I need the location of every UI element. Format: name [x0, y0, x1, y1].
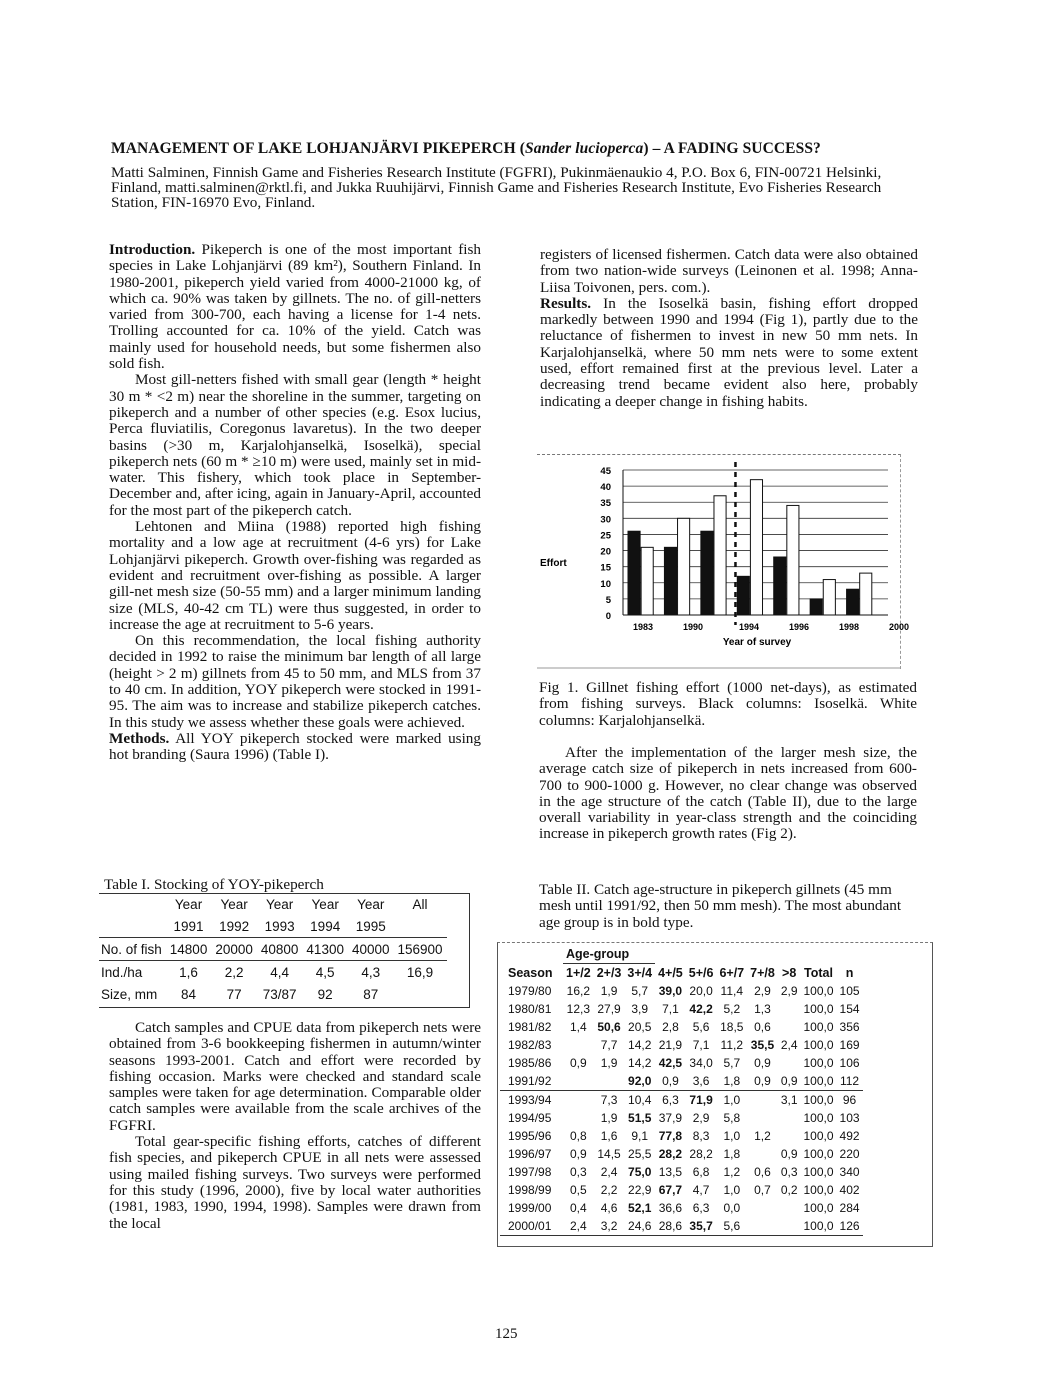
- x-tick-label: 2000: [889, 622, 910, 632]
- table1: [99, 893, 447, 1005]
- table2-header-cell: n: [845, 965, 854, 980]
- table2-cell: 18,5: [720, 1020, 744, 1034]
- season-cell: 1991/92: [508, 1074, 552, 1088]
- bar: [847, 589, 859, 615]
- table2-cell: [563, 1091, 594, 1110]
- table2-cell: 1,0: [723, 1129, 741, 1143]
- table-row: [500, 982, 863, 1000]
- results-heading: Results.: [540, 294, 592, 312]
- table2-cell: 3,9: [631, 1002, 649, 1016]
- table2-cell: 0,9: [754, 1074, 771, 1088]
- table2-cell: [778, 1000, 801, 1018]
- table2-cell: 35,7: [689, 1219, 713, 1233]
- y-tick-label: 45: [600, 466, 611, 477]
- right-column: [540, 247, 918, 410]
- table2-cell: 0,5: [570, 1183, 587, 1197]
- table2-cell: [563, 1036, 594, 1054]
- table2-cell: 27,9: [597, 1002, 621, 1016]
- table2-cell: [747, 1145, 778, 1163]
- table2-cell: 21,9: [658, 1038, 683, 1052]
- table2-header-row: [500, 964, 863, 983]
- table2-header-cell: >8: [782, 965, 797, 980]
- table-row: [500, 1145, 863, 1163]
- table2-header-cell: 3+/4: [627, 966, 653, 980]
- table-row: [500, 1181, 863, 1199]
- table2-cell: 7,3: [600, 1093, 618, 1107]
- results-paragraph: Results. In the Isoselkä basin, fishing effort dropped markedly between 1990 and 1994 (Fig 1), partly due to the reluctance of fishermen to invest in new 50 mm nets. In Karjalohjanselkä, where 50 mm nets were to some extent used, effort remained first at the previous level. Later a decreasing trend became evident also here, probably indicating a deeper change in fishing habits.: [540, 294, 918, 410]
- y-tick-label: 15: [600, 562, 611, 574]
- table2-cell: 126: [839, 1219, 860, 1233]
- x-tick-label: 1996: [789, 622, 810, 632]
- table2-cell: 7,7: [600, 1038, 618, 1052]
- table2-cell: 13,5: [658, 1165, 683, 1179]
- table2-cell: 96: [842, 1093, 857, 1107]
- table2-header-cell: 4+/5: [658, 965, 683, 980]
- table2-cell: 100,0: [803, 1219, 834, 1233]
- table2-cell: 71,9: [689, 1093, 713, 1107]
- x-tick-label: 1983: [633, 622, 654, 632]
- table2-cell: 100,0: [803, 1111, 834, 1125]
- table-row: Size, mm 84 77 73/87 92 87: [101, 986, 379, 1002]
- table2-cell: 0,3: [780, 1165, 798, 1179]
- bar: [737, 576, 749, 615]
- table-row: [500, 1217, 863, 1236]
- bar: [641, 547, 653, 615]
- page-number: 125: [495, 1326, 518, 1342]
- table2-cell: 25,5: [628, 1147, 652, 1161]
- table2-cell: 0,2: [780, 1183, 798, 1197]
- table2-cell: 1,8: [723, 1074, 741, 1088]
- table2-cell: 0,4: [570, 1201, 587, 1215]
- season-cell: 1993/94: [508, 1093, 552, 1107]
- table2-cell: 103: [839, 1111, 860, 1125]
- table2-cell: 2,9: [754, 984, 771, 998]
- bar: [750, 480, 762, 615]
- methods-paragraph-2: Catch samples and CPUE data from pikeperch nets were obtained from 3-6 bookkeeping fishermen in autumn/winter seasons 1993-2001. Catch and effort were recorded by fishing occasion. Marks were checked and standard scale samples were taken for age determination. Comparable older catch samples were available from the scale archives of the FGFRI.: [109, 1019, 481, 1134]
- table-row: [500, 1036, 863, 1054]
- table2-cell: 11,2: [720, 1038, 744, 1052]
- table-row: Ind./ha 1,6 2,2 4,4 4,5 4,3 16,9: [101, 964, 434, 980]
- table-row: [500, 1199, 863, 1217]
- table2-cell: 6,8: [692, 1165, 710, 1179]
- table2-cell: [747, 1109, 778, 1127]
- x-tick-label: 1998: [839, 622, 860, 632]
- table2: [500, 945, 863, 1236]
- table2-cell: [563, 1072, 594, 1091]
- table2-cell: 37,9: [658, 1111, 683, 1125]
- results-paragraph-2: After the implementation of the larger mesh size, the average catch size of pikeperch in nets increased from 600-700 to 900-1000 g. However, no clear change was observed in the age structure of the catch (Table II), due to the large overall variability in year-class strength and the coinciding increase in pikeperch growth rates (Fig 2).: [539, 744, 917, 843]
- table2-cell: 39,0: [658, 984, 683, 998]
- table-row: [500, 1091, 863, 1110]
- table2-cell: 6,3: [692, 1201, 710, 1215]
- table2-cell: 11,4: [720, 984, 744, 998]
- table2-cell: 0,9: [780, 1147, 798, 1161]
- table2-cell: [778, 1109, 801, 1127]
- table2-cell: 0,3: [570, 1165, 587, 1179]
- paper-title: MANAGEMENT OF LAKE LOHJANJÄRVI PIKEPERCH (Sander lucioperca) – A FADING SUCCESS?: [111, 140, 821, 157]
- y-tick-label: 25: [600, 530, 611, 542]
- table2-cell: 154: [839, 1002, 860, 1016]
- table1-header-row-years: 1991 1992 1993 1994 1995: [99, 915, 447, 938]
- table2-cell: 2,4: [780, 1038, 798, 1052]
- left-column: [109, 242, 481, 764]
- y-tick-label: 30: [600, 514, 611, 526]
- x-tick-label: 1990: [683, 622, 704, 632]
- table2-cell: 3,6: [692, 1074, 710, 1088]
- table2-cell: 28,2: [689, 1147, 713, 1161]
- y-tick-label: 0: [605, 611, 611, 622]
- table2-cell: 5,7: [631, 984, 649, 998]
- table2-cell: 28,6: [658, 1219, 683, 1233]
- table2-cell: 356: [839, 1020, 860, 1034]
- table2-cell: 5,6: [723, 1219, 741, 1233]
- table2-header-cell: Season: [508, 965, 553, 980]
- table2-cell: 1,3: [754, 1002, 771, 1016]
- table2-cell: 42,2: [689, 1002, 713, 1016]
- table2-cell: 42,5: [658, 1056, 683, 1070]
- table2-cell: [778, 1217, 801, 1236]
- table2-cell: 14,2: [628, 1038, 652, 1052]
- table2-cell: [747, 1199, 778, 1217]
- x-tick-label: 1994: [739, 622, 760, 632]
- table2-cell: 112: [839, 1074, 860, 1088]
- table2-cell: 0,0: [723, 1201, 741, 1215]
- table2-cell: 4,6: [600, 1201, 618, 1215]
- table2-cell: [778, 1127, 801, 1145]
- table2-cell: 67,7: [658, 1183, 683, 1197]
- table2-cell: [778, 1199, 801, 1217]
- table2-cell: 35,5: [750, 1038, 775, 1052]
- table2-cell: 12,3: [566, 1002, 591, 1016]
- table2-cell: 1,9: [600, 1056, 618, 1070]
- bar: [714, 496, 726, 615]
- bar: [810, 599, 822, 615]
- age-group-label: Age-group: [563, 945, 655, 964]
- table2-cell: 92,0: [628, 1074, 652, 1088]
- table2-cell: 100,0: [803, 1038, 834, 1052]
- table2-cell: 9,1: [631, 1129, 649, 1143]
- table2-header-cell: Total: [804, 965, 833, 980]
- table2-cell: 100,0: [803, 1020, 834, 1034]
- table2-header-cell: 2+/3: [596, 966, 622, 980]
- table2-cell: 5,6: [692, 1020, 710, 1034]
- table2-cell: 0,6: [754, 1020, 771, 1034]
- table2-cell: 2,8: [662, 1020, 679, 1034]
- table2-cell: [778, 1054, 801, 1072]
- table1-header-row: Year Year Year Year Year All: [174, 896, 428, 912]
- table2-cell: 100,0: [803, 1201, 834, 1215]
- left-column-lower: [109, 1020, 481, 1232]
- intro-paragraph-4: On this recommendation, the local fishing authority decided in 1992 to raise the minimum bar length of all large (height > 2 m) gillnets from 45 to 50 mm, and MLS from 37 to 40 cm. In addition, YOY pikeperch were stocked in 1991-95. The aim was to increase and stabilize pikeperch catches. In this study we assess whether these goals were achieved.: [109, 632, 481, 731]
- table2-header-cell: 7+/8: [750, 965, 775, 980]
- table2-cell: 7,1: [692, 1038, 710, 1052]
- table2-cell: 100,0: [803, 1129, 834, 1143]
- table2-cell: 16,2: [566, 984, 591, 998]
- bar: [628, 531, 640, 615]
- table1-caption: Table I. Stocking of YOY-pikeperch: [104, 876, 324, 893]
- methods-paragraph: Methods. All YOY pikeperch stocked were marked using hot branding (Saura 1996) (Table I).: [109, 729, 481, 764]
- table2-cell: 0,9: [662, 1074, 679, 1088]
- effort-bar-chart: [537, 454, 910, 669]
- season-cell: 1994/95: [508, 1111, 552, 1125]
- season-cell: 1980/81: [508, 1002, 552, 1016]
- table2-cell: 100,0: [803, 1074, 834, 1088]
- table2-cell: 1,6: [600, 1129, 618, 1143]
- table2-cell: 106: [839, 1056, 860, 1070]
- season-cell: 1979/80: [508, 984, 552, 998]
- table2-cell: 2,9: [692, 1111, 710, 1125]
- table2-cell: 2,4: [570, 1219, 587, 1233]
- table2-caption: Table II. Catch age-structure in pikeperch gillnets (45 mm mesh until 1991/92, then 50 mm mesh). The most abundant age group is in bold type.: [539, 881, 902, 931]
- table2-cell: 36,6: [658, 1201, 683, 1215]
- table2-cell: 0,8: [570, 1129, 587, 1143]
- season-cell: 1997/98: [508, 1165, 552, 1179]
- table-row: No. of fish 14800 20000 40800 41300 40000 156900: [99, 938, 447, 961]
- table2-cell: 24,6: [628, 1219, 652, 1233]
- table2-cell: [747, 1217, 778, 1236]
- table2-cell: 5,8: [723, 1111, 741, 1125]
- table2-cell: 340: [839, 1165, 860, 1179]
- table2-cell: 1,4: [570, 1020, 587, 1034]
- y-tick-label: 35: [600, 498, 611, 510]
- bar: [664, 547, 676, 615]
- table2-cell: 5,2: [723, 1002, 741, 1016]
- table2-cell: 1,0: [723, 1093, 741, 1107]
- season-cell: 1995/96: [508, 1129, 552, 1143]
- season-cell: 1996/97: [508, 1147, 552, 1161]
- table2-cell: 2,2: [600, 1183, 618, 1197]
- y-axis-label: Effort: [540, 558, 567, 569]
- table2-cell: 1,0: [723, 1183, 741, 1197]
- table2-cell: 1,8: [723, 1147, 741, 1161]
- intro-paragraph-1: Introduction. Pikeperch is one of the most important fish species in Lake Lohjanjärvi (89 km²), Southern Finland. In 1980-2001, pikeperch yield varied from 4000-21000 kg, of which ca. 90% was taken by gillnets. The no. of gill-netters varied from 300-700, each having a license for 1-4 nets. Trolling accounted for ca. 10% of the yield. Catch was mainly used for household needs, but some fishermen also sold fish.: [109, 241, 482, 373]
- table-row: [500, 1054, 863, 1072]
- table2-cell: 75,0: [628, 1165, 652, 1179]
- table2-cell: 0,9: [570, 1147, 587, 1161]
- bar: [787, 505, 799, 615]
- table2-cell: 1,9: [600, 984, 618, 998]
- table2-cell: 7,1: [662, 1002, 679, 1016]
- bar: [701, 531, 713, 615]
- table2-cell: 2,9: [780, 984, 798, 998]
- intro-heading: Introduction.: [109, 241, 196, 258]
- table2-cell: 0,9: [570, 1056, 587, 1070]
- table2-cell: 0,9: [780, 1074, 798, 1088]
- table2-cell: 5,7: [723, 1056, 741, 1070]
- table2-cell: [747, 1091, 778, 1110]
- table2-cell: 4,7: [692, 1183, 710, 1197]
- table-row: [500, 1018, 863, 1036]
- methods-heading: Methods.: [109, 729, 170, 747]
- methods-paragraph-3: Total gear-specific fishing efforts, catches of different fish species, and pikeperch CPUE in all nets were assessed using mailed fishing surveys. Two surveys were performed for this study (1996, 2000), five by local water authorities (1981, 1983, 1990, 1994, 1998). Samples were drawn from the local: [109, 1133, 481, 1232]
- table2-cell: 100,0: [803, 1147, 834, 1161]
- table2-cell: 20,0: [689, 984, 713, 998]
- y-tick-label: 20: [600, 546, 611, 558]
- figure1-caption: Fig 1. Gillnet fishing effort (1000 net-days), as estimated from fishing surveys. Black columns: Isoselkä. White columns: Karjalohjanselkä.: [539, 679, 917, 729]
- table2-cell: 1,2: [754, 1129, 771, 1143]
- table2-cell: 2,4: [600, 1165, 618, 1179]
- intro-paragraph-3: Lehtonen and Miina (1988) reported high fishing mortality and a low age at recruitment (4-6 yrs) for Lake Lohjanjärvi pikeperch. Growth over-fishing was regarded as evident and recruitment over-fishing as possible. A larger gill-net mesh size (50-55 mm) and a larger minimum landing size (MLS, 40-42 cm TL) were thus suggested, in order to increase the age at recruitment to 5-6 years.: [109, 518, 481, 633]
- table2-cell: 100,0: [803, 1056, 834, 1070]
- bar: [678, 518, 690, 615]
- season-cell: 1985/86: [508, 1056, 552, 1070]
- table2-cell: 14,2: [628, 1056, 652, 1070]
- table2-cell: 34,0: [689, 1056, 713, 1070]
- table2-header-cell: 6+/7: [719, 965, 745, 980]
- table-row: [500, 1072, 863, 1091]
- y-tick-label: 5: [605, 594, 611, 606]
- table2-cell: 28,2: [658, 1147, 683, 1161]
- table2-cell: 1,2: [723, 1165, 741, 1179]
- y-tick-label: 40: [600, 482, 611, 494]
- table2-cell: 100,0: [803, 1183, 834, 1197]
- table2-cell: 0,6: [754, 1165, 771, 1179]
- table2-cell: 52,1: [628, 1201, 652, 1215]
- table2-cell: 8,3: [692, 1129, 710, 1143]
- season-cell: 1998/99: [508, 1183, 552, 1197]
- table-row: [500, 1163, 863, 1181]
- intro-paragraph-2: Most gill-netters fished with small gear (length * height 30 m * <2 m) near the shoreline in the summer, targeting on pikeperch and a number of other species (e.g. Esox lucius, Perca fluviatilis, Coregonus lavaretus). In the two deeper basins (>30 m, Karjalohjanselkä, Isoselkä), special pikeperch nets (60 m * ≥10 m) were used, mainly set in mid-water. This fishery, which took place in September-December and, after icing, again in January-April, accounted for the most part of the pikeperch catch.: [109, 371, 481, 519]
- table2-cell: 100,0: [803, 984, 834, 998]
- table-row: [500, 1000, 863, 1018]
- table2-cell: 284: [839, 1201, 860, 1215]
- table2-cell: 50,6: [597, 1020, 621, 1034]
- table2-cell: 492: [839, 1129, 860, 1143]
- table2-cell: 20,5: [628, 1020, 652, 1034]
- table2-cell: 51,5: [628, 1111, 652, 1125]
- table2-cell: 0,9: [754, 1056, 771, 1070]
- season-cell: 1981/82: [508, 1020, 552, 1034]
- table2-cell: 100,0: [803, 1093, 834, 1107]
- table2-cell: 1,9: [600, 1111, 618, 1125]
- season-cell: 2000/01: [508, 1219, 552, 1233]
- y-tick-label: 10: [600, 578, 611, 590]
- table-row: [500, 1109, 863, 1127]
- bar: [823, 580, 835, 615]
- table2-cell: 100,0: [803, 1165, 834, 1179]
- table2-cell: 14,5: [597, 1147, 621, 1161]
- table2-cell: [563, 1109, 594, 1127]
- season-cell: 1982/83: [508, 1038, 552, 1052]
- x-axis-label: Year of survey: [722, 637, 792, 648]
- table2-cell: 6,3: [662, 1093, 679, 1107]
- bar: [774, 557, 786, 615]
- bar: [860, 573, 872, 615]
- table2-cell: 22,9: [628, 1183, 652, 1197]
- table2-cell: 3,1: [780, 1093, 798, 1107]
- table2-cell: [594, 1072, 625, 1091]
- table2-cell: 0,7: [754, 1183, 771, 1197]
- table2-header-cell: 1+/2: [566, 966, 591, 980]
- table2-cell: 10,4: [628, 1093, 652, 1107]
- table2-group-row: [500, 945, 863, 964]
- table2-cell: 220: [839, 1147, 860, 1161]
- table2-cell: 169: [839, 1038, 860, 1052]
- table2-cell: 105: [839, 984, 860, 998]
- table2-cell: 402: [839, 1183, 860, 1197]
- table2-cell: [778, 1018, 801, 1036]
- table2-cell: 100,0: [803, 1002, 834, 1016]
- table2-header-cell: 5+/6: [688, 965, 714, 980]
- table2-cell: 3,2: [600, 1219, 618, 1233]
- author-affiliations: Matti Salminen, Finnish Game and Fisheries Research Institute (FGFRI), Pukinmäenaukio 4, P.O. Box 6, FIN-00721 Helsinki, Finland, matti.salminen@rktl.fi, and Jukka Ruuhijärvi, Finnish Game and Fisheries Research Institute, Evo Fisheries Research Station, FIN-16970 Evo, Finland.: [111, 164, 882, 211]
- season-cell: 1999/00: [508, 1201, 552, 1215]
- table2-cell: 77,8: [658, 1129, 683, 1143]
- table-row: [500, 1127, 863, 1145]
- right-paragraph-1: registers of licensed fishermen. Catch data were also obtained from two nation-wide surveys (Leinonen et al. 1998; Anna-Liisa Toivonen, pers. com.).: [540, 246, 918, 296]
